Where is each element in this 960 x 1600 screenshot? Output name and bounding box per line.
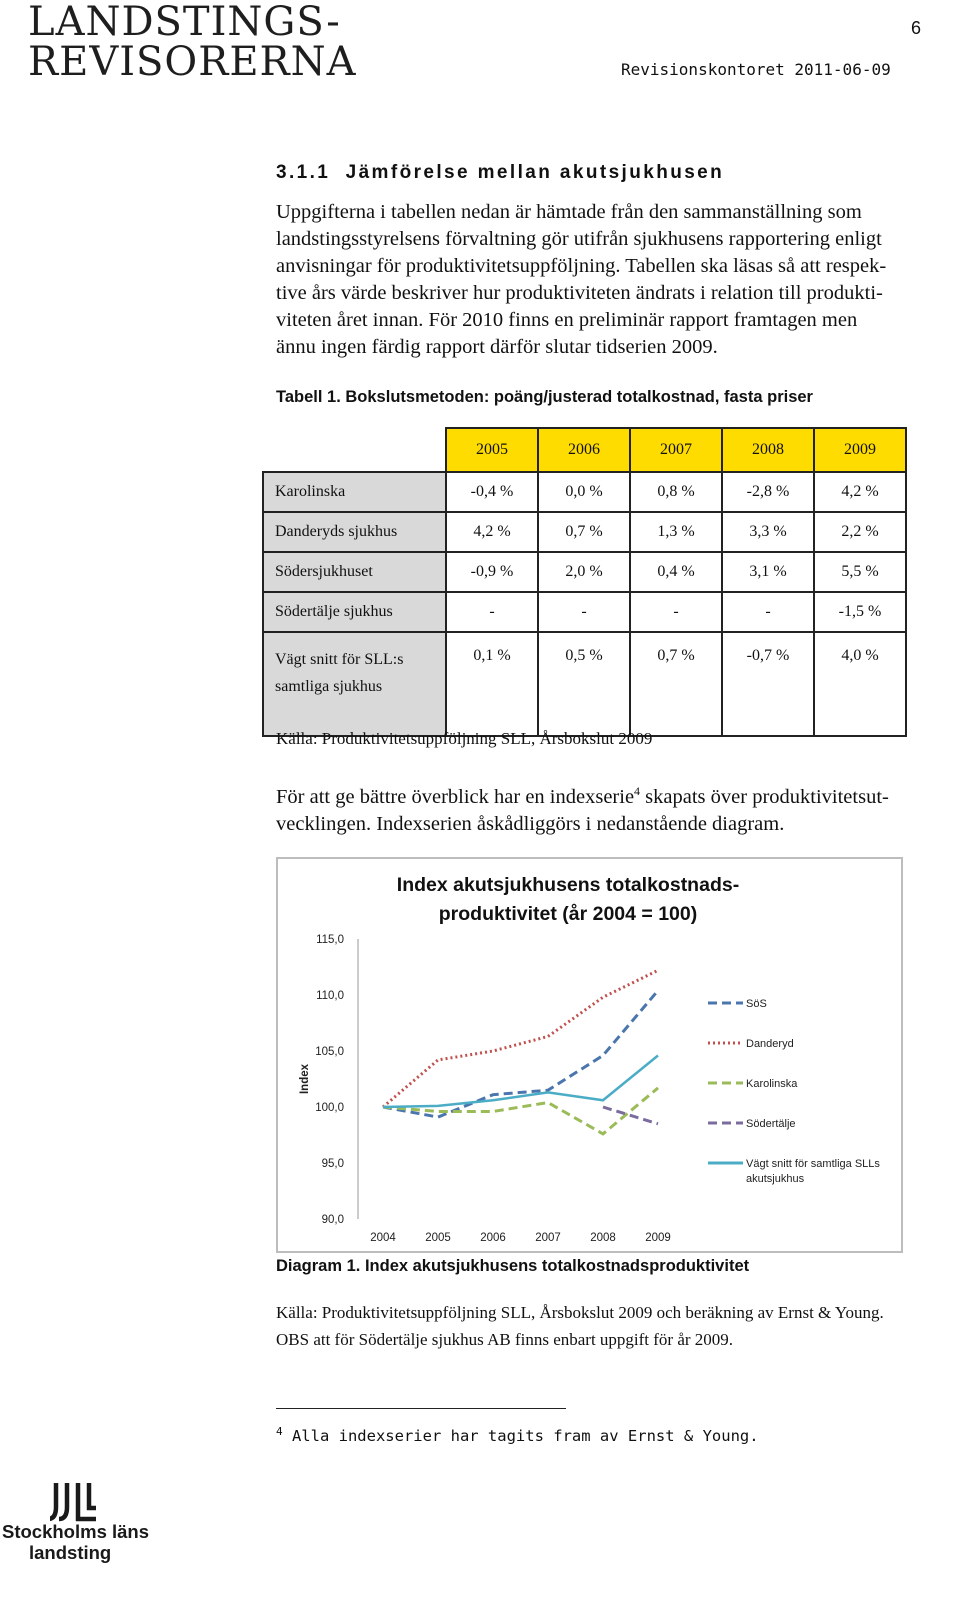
table-cell: 0,5 %	[538, 632, 630, 736]
chart-plot	[278, 859, 901, 1251]
table-cell: 2,0 %	[538, 552, 630, 592]
chart-title-line: produktivitet (år 2004 = 100)	[438, 903, 698, 925]
y-tick-label: 105,0	[315, 1046, 344, 1058]
table-row	[263, 632, 906, 736]
row-label: Karolinska	[263, 472, 446, 512]
y-tick-label: 110,0	[316, 990, 344, 1002]
paragraph-line: Uppgifterna i tabellen nedan är hämtade från den sammanställning som	[276, 201, 862, 223]
footnote	[276, 1425, 759, 1445]
table-row	[263, 472, 906, 512]
footer-logo-line: landsting	[29, 1542, 112, 1563]
row-label: Danderyds sjukhus	[263, 512, 446, 552]
y-tick-label: 90,0	[321, 1214, 344, 1226]
x-tick-label: 2009	[645, 1232, 671, 1244]
row-label-line: samtliga sjukhus	[275, 678, 383, 695]
footer-logo-line: Stockholms läns	[2, 1521, 150, 1542]
year-header: 2005	[446, 428, 538, 472]
table-row	[263, 552, 906, 592]
paragraph-text: skapats över produktivitetsut-	[640, 785, 889, 808]
x-tick-label: 2005	[425, 1232, 451, 1244]
table-cell: 0,0 %	[538, 472, 630, 512]
paragraph-text: vecklingen. Indexserien åskådliggörs i nedanstående diagram.	[276, 812, 785, 835]
paragraph-line: ännu ingen färdig rapport därför slutar tidserien 2009.	[276, 336, 718, 358]
footnote-text: Alla indexserier har tagits fram av Ernst & Young.	[291, 1427, 759, 1446]
chart-title-line: Index akutsjukhusens totalkostnads-	[396, 874, 740, 896]
table-cell: 3,3 %	[722, 512, 814, 552]
year-header: 2007	[630, 428, 722, 472]
table-cell: 0,7 %	[630, 632, 722, 736]
section-number: 3.1.1	[276, 162, 331, 183]
year-header: 2009	[814, 428, 906, 472]
table-cell: -	[722, 592, 814, 632]
row-label-line: Vägt snitt för SLL:s	[275, 651, 404, 668]
header-meta: Revisionskontoret 2011-06-09	[621, 60, 891, 79]
legend-label: Vägt snitt för samtliga SLLs	[746, 1158, 880, 1170]
section-title: Jämförelse mellan akutsjukhusen	[345, 162, 725, 183]
diagram-caption: Diagram 1. Index akutsjukhusens totalkostnadsproduktivitet	[276, 1257, 750, 1275]
footer-logo-text	[2, 1521, 149, 1563]
table-cell: -2,8 %	[722, 472, 814, 512]
footnote-divider	[276, 1408, 566, 1409]
data-table	[262, 427, 907, 737]
table-caption: Tabell 1. Bokslutsmetoden: poäng/justerad totalkostnad, fasta priser	[276, 388, 813, 406]
x-tick-label: 2006	[480, 1232, 506, 1244]
section-heading	[276, 162, 724, 184]
table-cell: 0,1 %	[446, 632, 538, 736]
y-axis-label: Index	[299, 1063, 311, 1095]
diagram-note: OBS att för Södertälje sjukhus AB finns enbart uppgift för år 2009.	[276, 1330, 734, 1349]
paragraph-line: tive års värde beskriver hur produktiviteten ändrats i relation till produkti-	[276, 282, 883, 304]
paragraph-line: viteten året innan. För 2010 finns en preliminär rapport framtagen men	[276, 309, 858, 331]
legend-label: SöS	[746, 998, 767, 1010]
legend-label: Södertälje	[746, 1118, 796, 1130]
footnote-number: 4	[276, 1425, 283, 1438]
table-cell: -1,5 %	[814, 592, 906, 632]
row-label: Södersjukhuset	[263, 552, 446, 592]
intro-paragraph	[276, 199, 956, 361]
page-number: 6	[911, 18, 922, 38]
table-cell: -	[446, 592, 538, 632]
y-tick-label: 95,0	[321, 1158, 344, 1170]
series-line	[383, 991, 658, 1118]
table-row	[263, 592, 906, 632]
table-cell: 0,4 %	[630, 552, 722, 592]
table-cell: 5,5 %	[814, 552, 906, 592]
table-cell: -0,7 %	[722, 632, 814, 736]
legend-label: akutsjukhus	[746, 1173, 805, 1185]
table-cell: 4,2 %	[446, 512, 538, 552]
table-cell: 4,0 %	[814, 632, 906, 736]
table-row	[263, 512, 906, 552]
paragraph-text: För att ge bättre överblick har en indexserie	[276, 785, 635, 808]
table-cell: -0,4 %	[446, 472, 538, 512]
table-cell: 0,7 %	[538, 512, 630, 552]
index-chart	[276, 857, 903, 1253]
year-header: 2006	[538, 428, 630, 472]
y-tick-label: 100,0	[315, 1102, 344, 1114]
legend-label: Danderyd	[746, 1038, 794, 1050]
row-label	[263, 632, 446, 736]
x-tick-label: 2007	[535, 1232, 561, 1244]
y-tick-label: 115,0	[316, 934, 344, 946]
table-cell: 2,2 %	[814, 512, 906, 552]
footnote-reference: 4	[634, 784, 641, 798]
series-line	[603, 1107, 658, 1124]
legend-label: Karolinska	[746, 1078, 798, 1090]
diagram-source: Källa: Produktivitetsuppföljning SLL, Årsbokslut 2009 och beräkning av Ernst & Young.	[276, 1303, 884, 1322]
table-cell: 4,2 %	[814, 472, 906, 512]
paragraph-line: landstingsstyrelsens förvaltning gör utifrån sjukhusens rapportering enligt	[276, 228, 882, 250]
paragraph-line: anvisningar för produktivitetsuppföljning. Tabellen ska läsas så att respek-	[276, 255, 887, 277]
table-cell: 0,8 %	[630, 472, 722, 512]
table-cell: -	[538, 592, 630, 632]
x-tick-label: 2008	[590, 1232, 616, 1244]
x-tick-label: 2004	[370, 1232, 396, 1244]
logo-line-2: REVISORERNA	[28, 39, 357, 85]
series-line	[383, 1055, 658, 1107]
logo-line-1: LANDSTINGS-	[28, 0, 341, 45]
table-cell: 3,1 %	[722, 552, 814, 592]
year-header: 2008	[722, 428, 814, 472]
sll-logo-icon	[50, 1481, 96, 1523]
table-source: Källa: Produktivitetsuppföljning SLL, Årsbokslut 2009	[276, 729, 653, 748]
table-cell: -	[630, 592, 722, 632]
table-cell: 1,3 %	[630, 512, 722, 552]
index-paragraph	[276, 778, 956, 838]
table-cell: -0,9 %	[446, 552, 538, 592]
row-label: Södertälje sjukhus	[263, 592, 446, 632]
